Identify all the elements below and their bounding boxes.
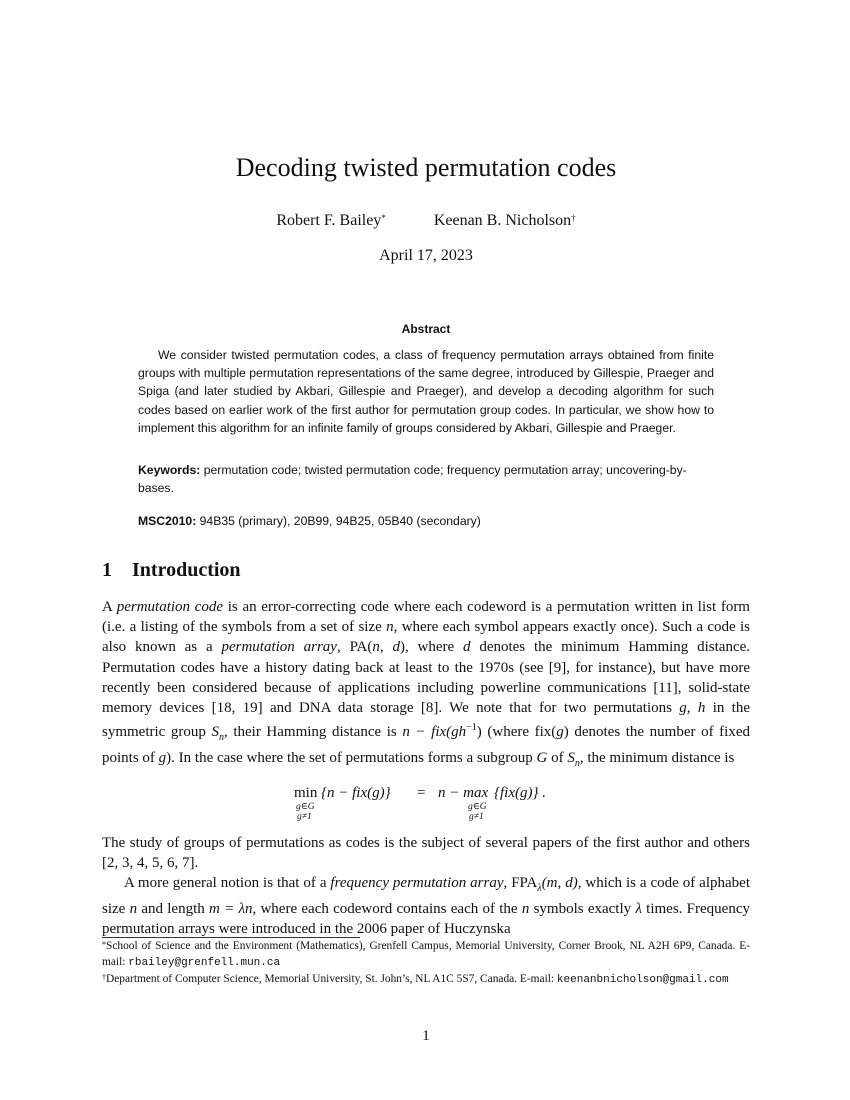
equation-svg [102, 781, 750, 821]
intro-paragraph-1: A permutation code is an error-correcting code where each codeword is a permutation written in list form (i.e. a listing of the symbols from a set of size n, where each symbol appears exactly once). Such a code is also known as a permutation array, PA(n, d), where d denotes the minimum Hamming distance. Permutation codes have a history dating back at least to the 1970s (see [9], for instance), but have more recently been considered because of applications including powerline communications [11], solid-state memory devices [18, 19] and DNA data storage [8]. We note that for two permutations g, h in the symmetric group $S_n$, their Hamming distance is $n - fix(gh^{-1})$ (where fix(g) denotes the number of fixed points of g). In the case where the set of permutations forms a subgroup G of $S_n$, the minimum distance is [102, 599, 751, 770]
footnote-rule [102, 937, 360, 938]
author-1 [276, 210, 385, 232]
author-1-name: Robert F. Bailey [276, 212, 382, 229]
footnote-2-text: Department of Computer Science, Memorial University, St. John’s, NL A1C 5S7, Canada. E-mail: [106, 973, 557, 985]
intro-paragraph-2: The study of groups of permutations as codes is the subject of several papers of the first author and others [2, 3, 4, 5, 6, 7]. [102, 835, 750, 872]
eq-min-cond-2: g≠1 [297, 812, 312, 821]
eq-equals: = [417, 785, 426, 801]
eq-min-operator: min [294, 785, 318, 801]
keywords [138, 461, 714, 497]
eq-min-cond-1: g∈G [296, 802, 315, 812]
term-permutation-code: permutation code [116, 599, 224, 615]
section-heading-introduction [102, 557, 241, 583]
arxiv-sidebar-stamp [16, 240, 52, 785]
eq-rhs-head: n − max [438, 785, 489, 801]
msc-text: 94B35 (primary), 20B99, 94B25, 05B40 (secondary) [199, 514, 481, 528]
author-1-footnote-mark: * [381, 213, 386, 223]
keywords-label: Keywords: [138, 463, 201, 477]
term-permutation-array: permutation array [221, 639, 337, 656]
footnote-1-mark: * [102, 940, 106, 949]
abstract-heading: Abstract [401, 322, 451, 336]
paper-title: Decoding twisted permutation codes [235, 153, 617, 182]
minimum-distance-equation [102, 781, 750, 821]
eq-max-cond-1: g∈G [468, 802, 487, 812]
author-2 [434, 210, 576, 232]
author-2-footnote-mark: † [571, 213, 576, 223]
eq-rhs-body: {fix(g)} . [494, 785, 546, 801]
msc-label: MSC2010: [138, 514, 197, 528]
section-title: Introduction [132, 559, 241, 581]
page-number: 1 [422, 1028, 430, 1044]
keywords-text: permutation code; twisted permutation code; frequency permutation array; uncovering-by-bases. [138, 463, 687, 496]
arxiv-stamp-svg [16, 240, 52, 785]
intro-paragraph-3: A more general notion is that of a frequency permutation array, $FPA_\lambda(m$, d), which is a code of alphabet size n and length m = λn, where each codeword contains each of the n symbols exactly λ times. Frequency permutation arrays were introduced in the 2006 paper of Huczynska [102, 875, 750, 938]
footnote-2 [102, 972, 750, 989]
footnote-1 [102, 939, 750, 971]
eq-lhs-body: {n − fix(g)} [321, 785, 391, 801]
footnote-1-email[interactable]: rbailey@grenfell.mun.ca [128, 956, 281, 969]
eq-max-cond-2: g≠1 [469, 812, 484, 821]
abstract-text: We consider twisted permutation codes, a class of frequency permutation arrays obtained from finite groups with multiple permutation representations of the same degree, introduced by Gillespie, Praeger and Spiga (and later studied by Akbari, Gillespie and Praeger), and develop a decoding algorithm for such codes based on earlier work of the first author for permutation group codes. In particular, we show how to implement this algorithm for an infinite family of groups considered by Akbari, Gillespie and Praeger. [138, 348, 714, 435]
footnote-1-text: School of Science and the Environment (Mathematics), Grenfell Campus, Memorial University, Corner Brook, NL A2H 6P9, Canada. E-mail: [102, 940, 750, 968]
author-2-name: Keenan B. Nicholson [433, 212, 572, 229]
footnote-2-mark: † [102, 973, 106, 982]
section-number: 1 [102, 559, 112, 581]
term-frequency-permutation-array: frequency permutation array [330, 875, 504, 891]
footnote-2-email[interactable]: keenanbnicholson@gmail.com [556, 974, 729, 986]
msc-classification [138, 512, 714, 530]
paper-date: April 17, 2023 [379, 247, 473, 264]
author-list [102, 210, 750, 232]
